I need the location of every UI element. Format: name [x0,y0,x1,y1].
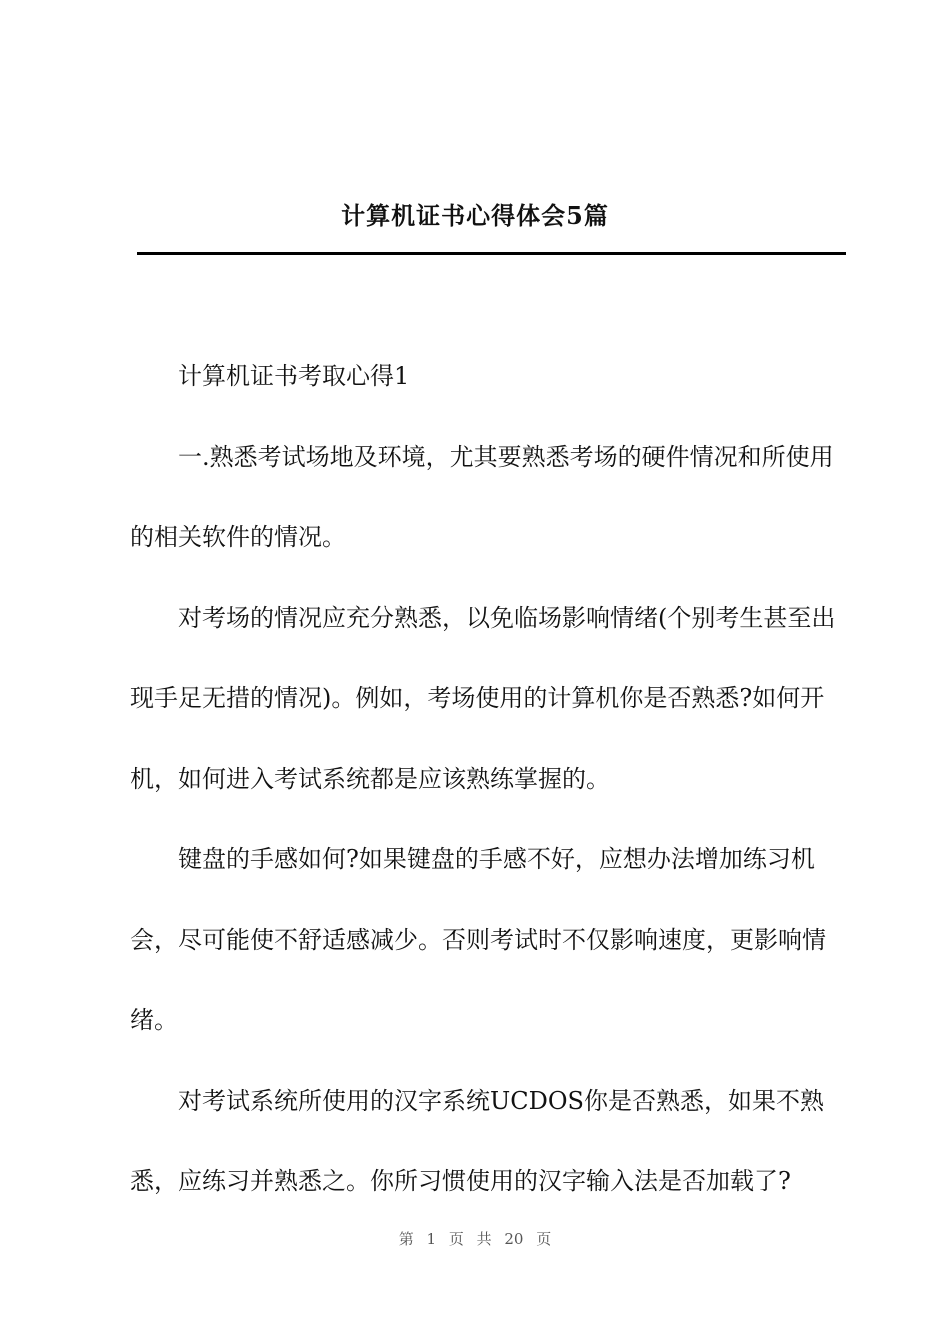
page-footer: 第 1 页 共 20 页 [398,1230,552,1248]
document-title: 计算机证书心得体会5篇 [341,201,609,230]
paragraph: 键盘的手感如何?如果键盘的手感不好，应想办法增加练习机会，尽可能使不舒适感减少。否则考试时不仅影响速度，更影响情绪。 [130,845,826,1034]
paragraph: 一.熟悉考试场地及环境，尤其要熟悉考场的硬件情况和所使用的相关软件的情况。 [130,442,834,551]
title-underline [137,252,846,255]
paragraph: 对考试系统所使用的汉字系统UCDOS你是否熟悉，如果不熟悉，应练习并熟悉之。你所习惯使用的汉字输入法是否加载了? [130,1086,824,1195]
paragraph: 对考场的情况应充分熟悉，以免临场影响情绪(个别考生甚至出现手足无措的情况)。例如，考场使用的计算机你是否熟悉?如何开机，如何进入考试系统都是应该熟练掌握的。 [130,603,836,793]
document-body [130,336,842,1222]
section-heading: 计算机证书考取心得1 [178,362,410,390]
